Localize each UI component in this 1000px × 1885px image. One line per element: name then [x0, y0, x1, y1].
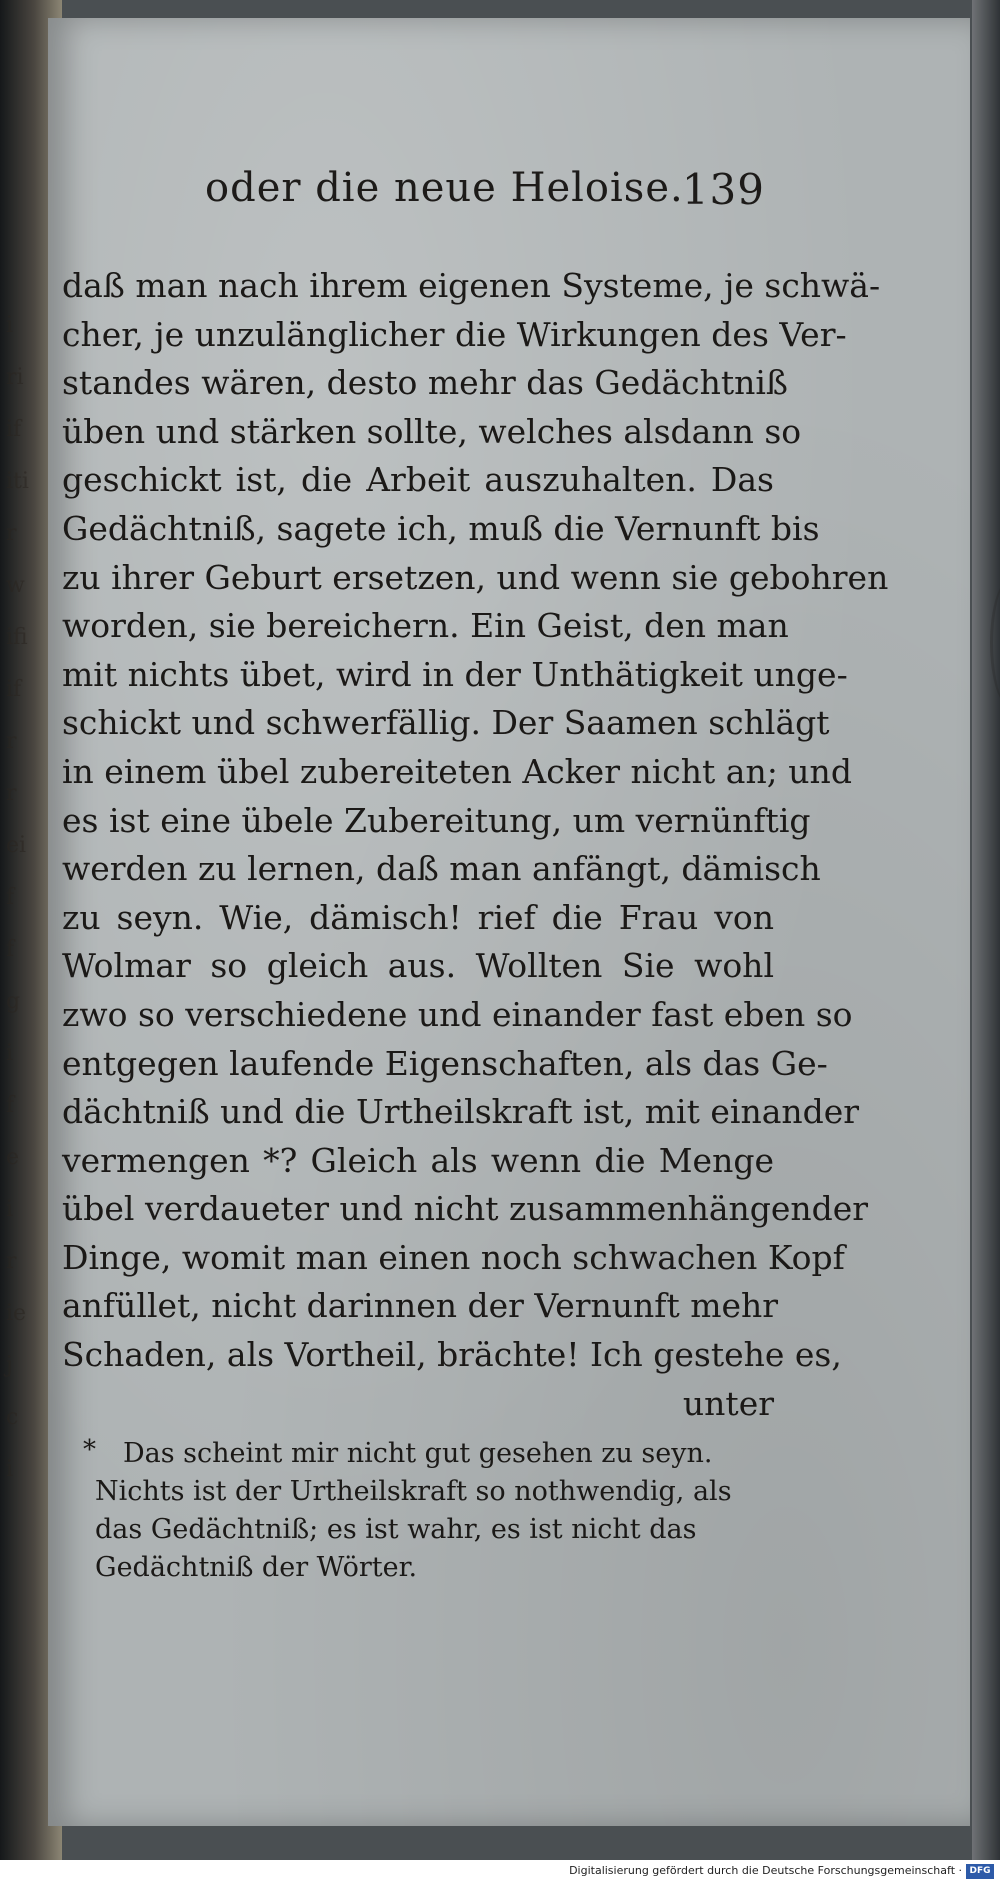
text-line: Gedächtniß, sagete ich, muß die Vernunft bis [62, 508, 820, 548]
text-line: daß man nach ihrem eigenen Systeme, je schwä- [62, 266, 881, 305]
footnote-line: Das scheint mir nicht gut gesehen zu seyn. [123, 1438, 713, 1469]
footnote-marker: * [83, 1435, 96, 1465]
text-line: üben und stärken sollte, welches alsdann so [62, 411, 802, 451]
text-line: Dinge, womit man einen noch schwachen Kopf [62, 1237, 845, 1277]
text-line: Wolmar so gleich aus. Wollten Sie wohl [62, 946, 774, 986]
text-line: schickt und schwerfällig. Der Saamen schlägt [62, 703, 830, 743]
text-line: mit nichts übet, wird in der Unthätigkeit unge- [62, 654, 848, 694]
bleed-through-marks: i ri if iti r w ifi if r r ei f f g i f e i r ie j c i [6, 313, 29, 1482]
text-line: vermengen *? Gleich als wenn die Menge [62, 1140, 774, 1180]
text-line: zu ihrer Geburt ersetzen, und wenn sie gebohren [62, 557, 889, 597]
catchword: unter [682, 1383, 774, 1423]
running-head: oder die neue Heloise. [205, 165, 684, 211]
footnote-line: Nichts ist der Urtheilskraft so nothwendig, als [95, 1476, 732, 1507]
text-line: cher, je unzulänglicher die Wirkungen des Ver- [62, 314, 847, 354]
footnote-line: das Gedächtniß; es ist wahr, es ist nicht das [95, 1514, 697, 1545]
text-line: entgegen laufende Eigenschaften, als das Ge- [62, 1043, 828, 1083]
text-line: worden, sie bereichern. Ein Geist, den man [62, 606, 789, 646]
footnote-line: Gedächtniß der Wörter. [95, 1552, 418, 1583]
body-text [62, 262, 889, 1428]
text-line: Schaden, als Vortheil, brächte! Ich gestehe es, [62, 1335, 842, 1375]
text-line: übel verdaueter und nicht zusammenhängender [62, 1189, 869, 1229]
footnote [83, 1435, 765, 1587]
text-line: geschickt ist, die Arbeit auszuhalten. Das [62, 460, 774, 500]
footer-bar [0, 1860, 1000, 1885]
text-line: zwo so verschiedene und einander fast eben so [62, 994, 853, 1034]
page-number: 139 [681, 165, 765, 214]
text-line: es ist eine übele Zubereitung, um vernünftig [62, 800, 811, 840]
text-line: werden zu lernen, daß man anfängt, dämisch [62, 849, 821, 889]
text-line: anfüllet, nicht darinnen der Vernunft mehr [62, 1286, 779, 1326]
digitization-credit: Digitalisierung gefördert durch die Deutsche Forschungsgemeinschaft · [569, 1864, 962, 1877]
text-line: in einem übel zubereiteten Acker nicht an; und [62, 751, 852, 791]
right-scan-edge [972, 0, 1000, 1860]
text-line: dächtniß und die Urtheilskraft ist, mit einander [62, 1092, 860, 1132]
dfg-logo: DFG [966, 1864, 994, 1879]
text-line: standes wären, desto mehr das Gedächtniß [62, 363, 788, 403]
text-line: zu seyn. Wie, dämisch! rief die Frau von [62, 897, 774, 937]
